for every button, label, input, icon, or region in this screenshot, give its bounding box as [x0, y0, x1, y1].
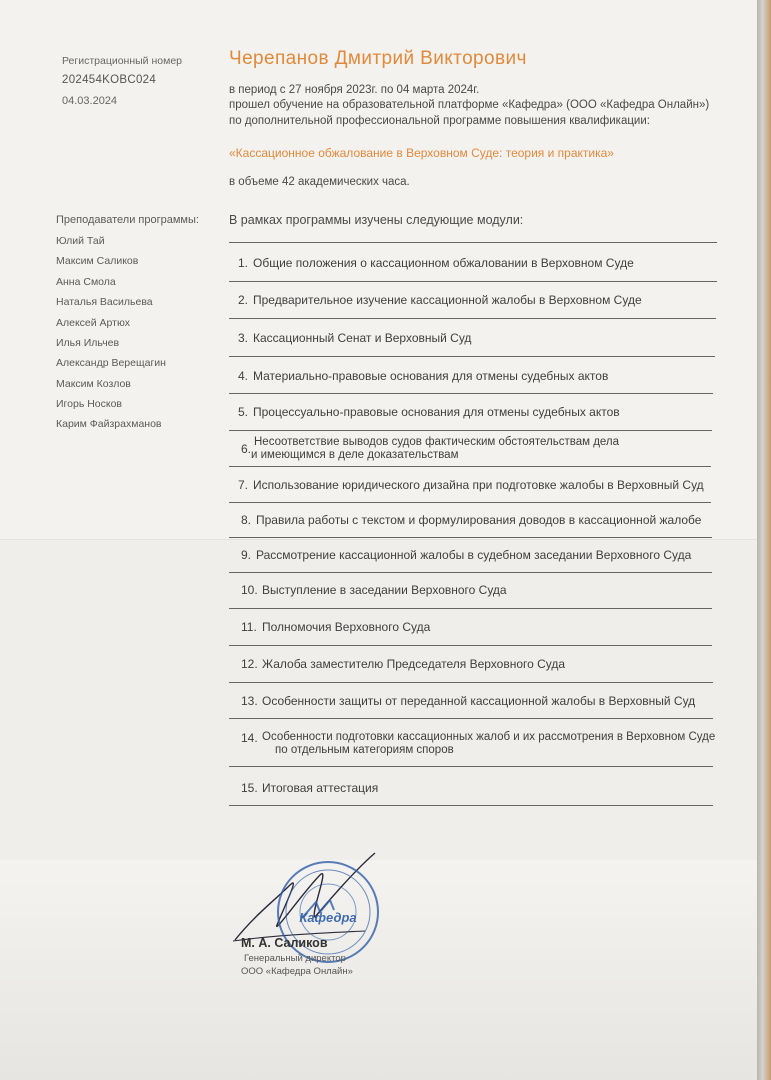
background-edge [757, 0, 771, 1080]
program-title: «Кассационное обжалование в Верховном Суде: теория и практика» [229, 146, 614, 160]
module-divider [229, 430, 712, 431]
signer-company: ООО «Кафедра Онлайн» [241, 966, 353, 977]
module-title: Рассмотрение кассационной жалобы в судебном заседании Верховного Суда [256, 548, 692, 562]
module-title: Использование юридического дизайна при подготовке жалобы в Верховный Суд [253, 478, 704, 492]
registration-number: 202454KOBC024 [62, 74, 157, 86]
teachers-title: Преподаватели программы: [56, 214, 199, 226]
teacher-name: Максим Саликов [56, 255, 139, 267]
recipient-name: Черепанов Дмитрий Викторович [229, 48, 527, 69]
teacher-name: Александр Верещагин [56, 357, 166, 369]
program-type: по дополнительной профессиональной программе повышения квалификации: [229, 115, 650, 127]
module-title: Особенности защиты от переданной кассационной жалобы в Верховный Суд [262, 694, 696, 708]
program-volume: в объеме 42 академических часа. [229, 176, 410, 188]
teacher-name: Анна Смола [56, 276, 116, 288]
teacher-name: Игорь Носков [56, 398, 123, 410]
registration-label: Регистрационный номер [62, 55, 182, 67]
page-fold [0, 539, 757, 541]
teacher-name: Максим Козлов [56, 378, 131, 390]
teacher-name: Юлий Тай [56, 235, 105, 247]
module-number: 4. [238, 369, 249, 383]
study-period: в период с 27 ноября 2023г. по 04 марта 2024г. [229, 84, 480, 96]
teacher-name: Наталья Васильева [56, 296, 153, 308]
module-title: Кассационный Сенат и Верховный Суд [253, 331, 472, 345]
module-divider [229, 805, 713, 806]
module-divider [229, 537, 712, 538]
module-number: 15. [241, 781, 258, 795]
module-divider [229, 502, 711, 503]
module-divider [229, 572, 712, 573]
modules-title: В рамках программы изучены следующие модули: [229, 213, 524, 227]
module-divider [229, 718, 713, 719]
study-platform: прошел обучение на образовательной платформе «Кафедра» (ООО «Кафедра Онлайн») [229, 99, 710, 111]
teacher-name: Илья Ильчев [56, 337, 120, 349]
registration-date: 04.03.2024 [62, 95, 118, 107]
module-title: Особенности подготовки кассационных жалоб и их рассмотрения в Верховном Суде [262, 731, 716, 743]
module-divider [229, 281, 717, 282]
module-number: 12. [241, 657, 258, 671]
module-number: 14. [241, 731, 258, 745]
module-number: 6. [241, 442, 252, 456]
module-divider [229, 682, 713, 683]
module-number: 7. [238, 478, 249, 492]
module-number: 3. [238, 331, 249, 345]
module-number: 9. [241, 548, 252, 562]
module-number: 11. [241, 620, 257, 634]
module-divider [229, 356, 715, 357]
module-title: Материально-правовые основания для отмены судебных актов [253, 369, 609, 383]
signer-name: М. А. Саликов [241, 936, 328, 950]
module-number: 13. [241, 694, 258, 708]
module-number: 10. [241, 583, 258, 597]
module-divider [229, 242, 717, 243]
module-title: Жалоба заместителю Председателя Верховного Суда [262, 657, 566, 671]
module-title: Итоговая аттестация [262, 781, 379, 795]
module-title: Несоответствие выводов судов фактическим обстоятельствам дела [254, 436, 620, 448]
module-number: 1. [238, 256, 249, 270]
module-title: Общие положения о кассационном обжаловании в Верховном Суде [253, 256, 634, 270]
module-divider [229, 318, 716, 319]
module-divider [229, 766, 713, 767]
module-title: Полномочия Верховного Суда [262, 620, 431, 634]
teacher-name: Карим Файзрахманов [56, 418, 162, 430]
module-number: 2. [238, 293, 249, 307]
teacher-name: Алексей Артюх [56, 317, 130, 329]
module-title: по отдельным категориям споров [275, 744, 454, 756]
stamp-logo-text: Кафедра [299, 910, 357, 925]
module-title: и имеющимся в деле доказательствам [251, 449, 459, 461]
signer-position: Генеральный директор [244, 953, 346, 964]
module-divider [229, 393, 713, 394]
module-title: Выступление в заседании Верховного Суда [262, 583, 507, 597]
module-title: Правила работы с текстом и формулирования доводов в кассационной жалобе [256, 513, 702, 527]
module-divider [229, 645, 712, 646]
module-number: 8. [241, 513, 252, 527]
module-divider [229, 466, 711, 467]
module-title: Процессуально-правовые основания для отмены судебных актов [253, 405, 620, 419]
module-number: 5. [238, 405, 249, 419]
module-title: Предварительное изучение кассационной жалобы в Верховном Суде [253, 293, 642, 307]
module-divider [229, 608, 712, 609]
